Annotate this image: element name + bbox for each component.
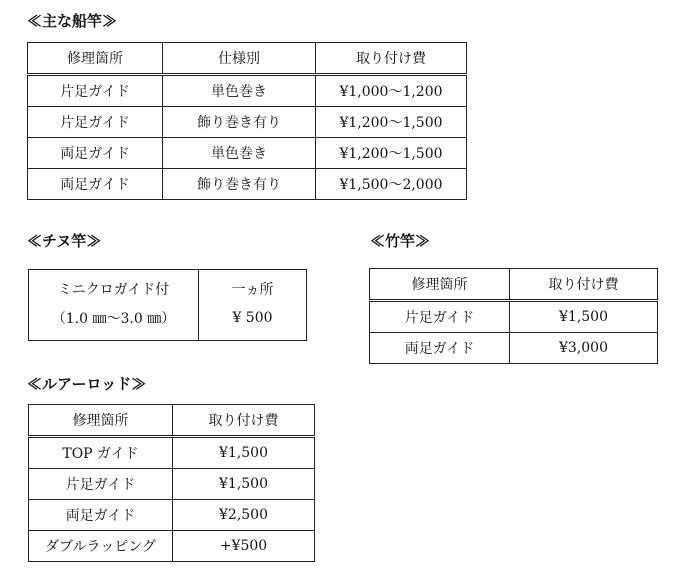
table-row <box>28 75 467 107</box>
price-cell: ¥1,500 <box>173 469 315 500</box>
repair-part-cell: 片足ガイド <box>28 107 163 138</box>
repair-part-cell: 片足ガイド <box>29 469 173 500</box>
header-cell: 取り付け費 <box>510 269 658 301</box>
price-cell: ¥2,500 <box>173 500 315 531</box>
table-header-row <box>370 269 658 301</box>
table-row <box>28 107 467 138</box>
spec-cell: 飾り巻き有り <box>163 169 316 200</box>
table-header-row <box>28 43 467 75</box>
price-cell: ¥3,000 <box>510 333 658 364</box>
price-cell: ¥1,500～2,000 <box>316 169 467 200</box>
price-cell: ¥1,200～1,500 <box>316 107 467 138</box>
size-cell: （1.0 ㎜～3.0 ㎜） <box>29 303 199 341</box>
header-cell: 修理箇所 <box>370 269 510 301</box>
table-header-row <box>29 405 315 437</box>
repair-part-cell: 両足ガイド <box>28 169 163 200</box>
spec-cell: 単色巻き <box>163 138 316 169</box>
table-row <box>28 138 467 169</box>
table-row <box>29 531 315 562</box>
header-cell: 修理箇所 <box>29 405 173 437</box>
header-cell: 修理箇所 <box>28 43 163 75</box>
table-row <box>370 333 658 364</box>
table-row <box>29 437 315 469</box>
unit-cell: 一ヵ所 <box>199 270 307 304</box>
table-row <box>29 270 307 304</box>
ship-rod-price-table <box>27 42 467 200</box>
price-cell: ¥1,500 <box>173 437 315 469</box>
chinu-rod-title: ≪チヌ竿≫ <box>27 232 102 250</box>
table-row <box>28 169 467 200</box>
price-cell: +¥500 <box>173 531 315 562</box>
lure-rod-price-table <box>28 404 315 562</box>
ship-rod-title: ≪主な船竿≫ <box>27 12 118 30</box>
bamboo-rod-price-table <box>369 268 658 364</box>
price-cell: ¥1,000～1,200 <box>316 75 467 107</box>
header-cell: 取り付け費 <box>173 405 315 437</box>
table-row <box>370 301 658 333</box>
table-row <box>29 469 315 500</box>
repair-part-cell: 両足ガイド <box>370 333 510 364</box>
repair-part-cell: ダブルラッピング <box>29 531 173 562</box>
table-row <box>29 500 315 531</box>
price-cell: ¥ 500 <box>199 303 307 341</box>
chinu-rod-price-table <box>28 269 307 341</box>
table-row <box>29 303 307 341</box>
lure-rod-title: ≪ルアーロッド≫ <box>27 375 147 393</box>
spec-cell: 単色巻き <box>163 75 316 107</box>
repair-part-cell: 片足ガイド <box>28 75 163 107</box>
header-cell: 仕様別 <box>163 43 316 75</box>
price-cell: ¥1,200～1,500 <box>316 138 467 169</box>
repair-part-cell: 両足ガイド <box>28 138 163 169</box>
repair-part-cell: 片足ガイド <box>370 301 510 333</box>
repair-part-cell: 両足ガイド <box>29 500 173 531</box>
bamboo-rod-title: ≪竹竿≫ <box>370 232 431 250</box>
header-cell: 取り付け費 <box>316 43 467 75</box>
repair-part-cell: TOP ガイド <box>29 437 173 469</box>
item-cell: ミニクロガイド付 <box>29 270 199 304</box>
price-cell: ¥1,500 <box>510 301 658 333</box>
spec-cell: 飾り巻き有り <box>163 107 316 138</box>
